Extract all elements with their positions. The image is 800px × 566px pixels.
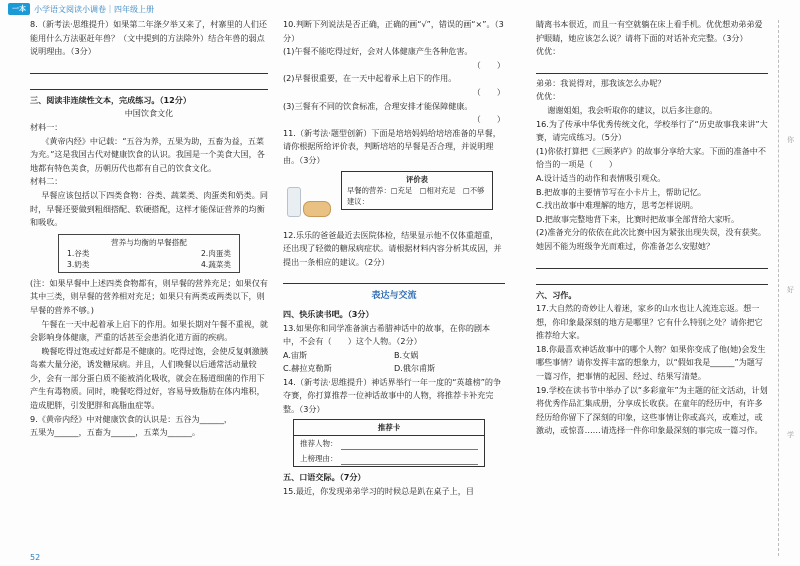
lunch-paragraph: 午餐在一天中起着承上启下的作用。如果长期对午餐不重视，就会影响身体健康，严重的话甚至会患消化道方面的疾病。 <box>30 318 268 343</box>
question-16-part-1: (1)你依打算把《三顾茅庐》的故事分享给大家。下面的准备中不恰当的一项是（ ） <box>536 145 766 170</box>
evaluation-table <box>341 171 493 210</box>
evaluation-title: 评价表 <box>406 174 428 184</box>
series-logo: 一本 <box>8 3 30 15</box>
dialogue-thanks: 谢谢姐姐，我会听取你的建议，以后多注意的。 <box>547 104 718 115</box>
q13-options-row <box>283 349 505 363</box>
answer-line[interactable] <box>536 61 768 74</box>
question-12: 12.乐乐的爸爸最近去医院体检，结果显示他不仅体重超重，还出现了轻微的糖尿病症状。请根据材料内容分析其成因，并提出一条相应的建议。（2分） <box>283 229 502 267</box>
margin-note: 你 <box>787 136 794 144</box>
answer-line[interactable] <box>536 256 768 269</box>
question-15-continued: 睛离书本很近，而且一有空就躺在床上看手机。优优想劝弟弟爱护眼睛，她应该怎么说？请将下面的对话补充完整。（3分） <box>536 19 763 43</box>
question-11: 11.（新考法·题型创新）下面是培培妈妈给培培准备的早餐，请你根据所给评价表，判断培培的早餐是否合理，并说明理由。（3分） <box>283 127 501 165</box>
bread-icon <box>303 201 331 217</box>
breakfast-item: 2.肉蛋类 <box>200 248 231 258</box>
question-16: 16.为了传承中华优秀传统文化，学校举行了“历史故事我来讲”大赛，请完成练习。（5分） <box>536 118 768 143</box>
note-text: (注：如果早餐中上述四类食物都有，则早餐的营养充足；如果仅有其中三类，则早餐的营养相对充足；如果只有两类或两类以下，则早餐的营养不够。) <box>30 277 268 315</box>
section-five-heading: 五、口语交际。（7分） <box>283 472 366 483</box>
dialogue-you-2: 优优： <box>536 91 561 102</box>
option-a[interactable]: A.宙斯 <box>283 349 308 360</box>
card-title: 推荐卡 <box>294 420 484 437</box>
section-four-heading: 四、快乐读书吧。（3分） <box>283 308 374 319</box>
option-c[interactable]: C.找出故事中难理解的地方，思考怎样说明。 <box>536 200 699 211</box>
evaluation-options[interactable]: 早餐的营养：□充足 □相对充足 □不够 <box>347 185 485 195</box>
evaluation-suggestion[interactable]: 建议： <box>347 196 369 206</box>
dialogue-brother: 弟弟：我说得对，那我该怎么办呢？ <box>536 77 666 88</box>
reading-title: 中国饮食文化 <box>124 108 174 119</box>
section-three-heading: 三、阅读非连续性文本，完成练习。（12分） <box>30 94 191 105</box>
dinner-paragraph: 晚餐吃得过饱或过好都是不健康的。吃得过饱，会使反复刺激胰岛素大量分泌，诱发糖尿病。并且，人们晚餐以后通常活动量较少，会有一部分蛋白质不能被消化吸收，就会在肠道细菌的作用下产生有毒物质。同时，晚餐吃得过好，容易导致脂肪在体内堆积，造成肥胖，引发肥胖和高脂血症等。 <box>30 345 268 411</box>
milk-bread-illustration <box>283 183 333 223</box>
recommendation-card <box>293 419 485 468</box>
margin-note: 好 <box>787 286 794 294</box>
question-8: 8.（新考法·思维提升）如果第二年涤夕举又来了，村寨里的人们还能用什么方法驱赶年兽？（文中提到的方法除外）结合年兽的弱点说明理由。（3分） <box>30 19 267 57</box>
series-title: 小学语文阅读小调卷｜四年级上册 <box>34 4 154 14</box>
answer-line[interactable] <box>30 77 268 90</box>
question-10-item-3: (3)三餐有不同的饮食标准，合理安排才能保障健康。 <box>283 100 473 111</box>
material-two-text: 早餐应该包括以下四类食物：谷类、蔬菜类、肉蛋类和奶类。同时，早餐还要做到粗细搭配、软硬搭配，这样才能保证营养的均衡和吸收。 <box>30 189 268 228</box>
answer-line[interactable] <box>536 272 768 285</box>
answer-line[interactable] <box>341 455 479 465</box>
answer-line[interactable] <box>283 271 505 284</box>
option-a[interactable]: A.设计适当的动作和表情吸引观众。 <box>536 172 666 183</box>
option-b[interactable]: B.女娲 <box>394 349 419 360</box>
breakfast-eval-area <box>283 171 505 223</box>
question-15: 15.最近，你发现弟弟学习的时候总是趴在桌子上，目 <box>283 485 474 496</box>
material-one-text: 《黄帝内经》中记载：“五谷为养，五果为助，五畜为益，五菜为充。”这是我国古代对健康饮食的认识。我国是一个美食大国，各地都有特色美食，历朝历代也都有自己的饮食文化。 <box>30 135 265 173</box>
card-row <box>294 436 484 451</box>
dialogue-you-1: 优优： <box>536 46 561 57</box>
page-number: 52 <box>30 553 41 562</box>
card-label: 上榜理由： <box>300 453 338 463</box>
page-header <box>8 3 154 15</box>
breakfast-item: 4.蔬菜类 <box>200 259 231 269</box>
option-b[interactable]: B.把故事的主要情节写在小卡片上，帮助记忆。 <box>536 186 707 197</box>
q13-options-row <box>283 362 505 376</box>
question-10-item-1: (1)午餐不能吃得过好，会对人体健康产生各种危害。 <box>283 46 473 57</box>
answer-line[interactable] <box>341 440 479 450</box>
cut-line <box>778 20 779 556</box>
question-19: 19.学校在读书节中举办了以“多彩童年”为主题的征文活动，计划将优秀作品汇集成册，分享成长收获。在童年的经历中，有许多经历给你留下了深刻的印象，这些事情让你或高兴，或难过，或激动，或惊喜……请选择一件你印象最深刻的事完成一篇习作。 <box>536 384 768 436</box>
breakfast-item: 1.谷类 <box>67 248 90 258</box>
question-14: 14.（新考法·思维提升）神话界举行一年一度的“英雄榜”的争夺赛，你打算推荐一位神话故事中的人物，将推荐卡补充完整。（3分） <box>283 376 502 415</box>
material-one-label: 材料一： <box>30 121 63 132</box>
question-10-item-2: (2)早餐很重要，在一天中起着承上启下的作用。 <box>283 73 457 84</box>
answer-paren[interactable]: （ ） <box>472 114 505 125</box>
card-label: 推荐人物： <box>300 438 338 448</box>
option-c[interactable]: C.赫拉克勒斯 <box>283 363 332 374</box>
question-13: 13.如果你和同学准备演古希腊神话中的故事，在你的剧本中，不会有（ ）这个人物。（2分） <box>283 322 491 347</box>
question-17: 17.大自然的奇妙让人着迷，家乡的山水也让人流连忘返。想一想，你印象最深刻的地方是哪里？它有什么特别之处？请你把它推荐给大家。 <box>536 303 763 341</box>
section-banner: 表达与交流 <box>371 291 417 302</box>
breakfast-box <box>58 234 240 273</box>
card-row <box>294 451 484 466</box>
breakfast-item: 3.奶类 <box>67 259 90 269</box>
question-10: 10.判断下列说法是否正确，正确的画“√”，错误的画“×”。（3分） <box>283 19 504 43</box>
column-left <box>30 18 268 440</box>
answer-paren[interactable]: （ ） <box>472 59 505 70</box>
question-18: 18.你最喜欢神话故事中的哪个人物？如果你变成了他(她)会发生哪些事情？请你发挥丰富的想象力，以“假如我是______”为题写一篇习作，把事情的起因、经过、结果写清楚。 <box>536 343 766 382</box>
column-middle <box>283 18 505 498</box>
question-9-line2: 五果为______，五畜为______，五菜为______。 <box>30 427 200 438</box>
question-16-part-2: (2)准备充分的依依在此次比赛中因为紧张出现失误，没有获奖。她因不能为班级争光而难过，你准备怎么安慰她？ <box>536 227 766 251</box>
option-d[interactable]: D.把故事完整地背下来，比赛时把故事全部背给大家听。 <box>536 213 740 224</box>
option-d[interactable]: D.俄尔甫斯 <box>394 363 436 374</box>
material-two-label: 材料二： <box>30 176 63 187</box>
column-right <box>536 18 768 438</box>
answer-paren[interactable]: （ ） <box>472 86 505 97</box>
section-six-heading: 六、习作。 <box>536 289 577 300</box>
milk-bottle-icon <box>287 187 301 217</box>
margin-note: 学 <box>787 431 794 439</box>
breakfast-box-row <box>67 248 231 259</box>
question-9-line1: 9.《黄帝内经》中对健康饮食的认识是：五谷为______， <box>30 413 232 424</box>
answer-line[interactable] <box>30 61 268 74</box>
breakfast-box-row <box>67 259 231 270</box>
breakfast-box-title: 营养与均衡的早餐搭配 <box>111 237 187 247</box>
